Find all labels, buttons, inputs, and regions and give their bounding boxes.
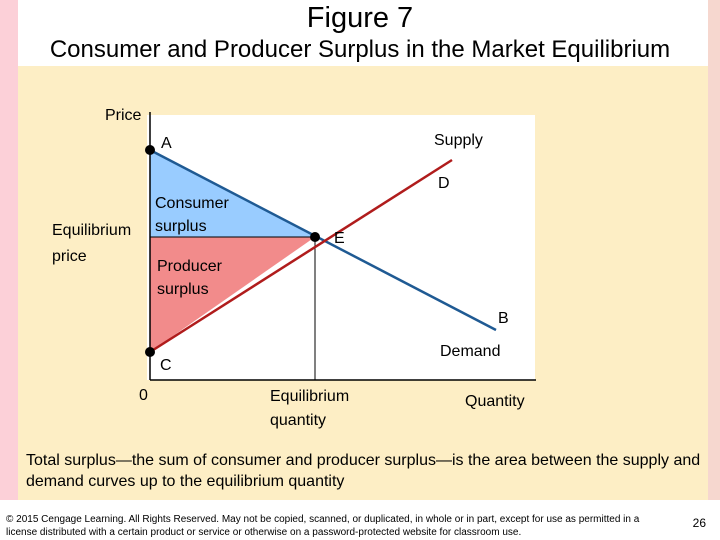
point-b-label: B xyxy=(498,310,509,327)
point-a-marker xyxy=(145,145,155,155)
y-axis-label: Price xyxy=(105,107,142,124)
equilibrium-price-label: Equilibrium price xyxy=(52,222,132,265)
point-e-label: E xyxy=(334,230,345,247)
point-e-marker xyxy=(310,232,320,242)
point-c-marker xyxy=(145,347,155,357)
equilibrium-quantity-label: Equilibrium quantity xyxy=(270,388,350,429)
slide-subtitle: Consumer and Producer Surplus in the Market Equilibrium xyxy=(49,36,671,63)
point-a-label: A xyxy=(161,135,172,152)
page-number: 26 xyxy=(692,516,706,530)
copyright-notice: © 2015 Cengage Learning. All Rights Reserved. May not be copied, scanned, or duplicated, in whole or in part, except for use as permitted in a license distributed with a certain product or service or otherwise on a password-protected website for classroom use. xyxy=(6,514,640,538)
origin-label: 0 xyxy=(139,387,148,404)
demand-label: Demand xyxy=(440,343,501,360)
supply-label: Supply xyxy=(434,132,483,149)
consumer-surplus-label: Consumer surplus xyxy=(155,195,229,235)
producer-surplus-label: Producer surplus xyxy=(157,258,222,298)
point-c-label: C xyxy=(160,357,172,374)
x-axis-label: Quantity xyxy=(465,393,525,410)
slide-title: Figure 7 xyxy=(306,2,414,34)
point-d-label: D xyxy=(438,175,450,192)
caption: Total surplus—the sum of consumer and producer surplus—is the area between the supply and demand curves up to the equilibrium quantity xyxy=(26,452,701,490)
